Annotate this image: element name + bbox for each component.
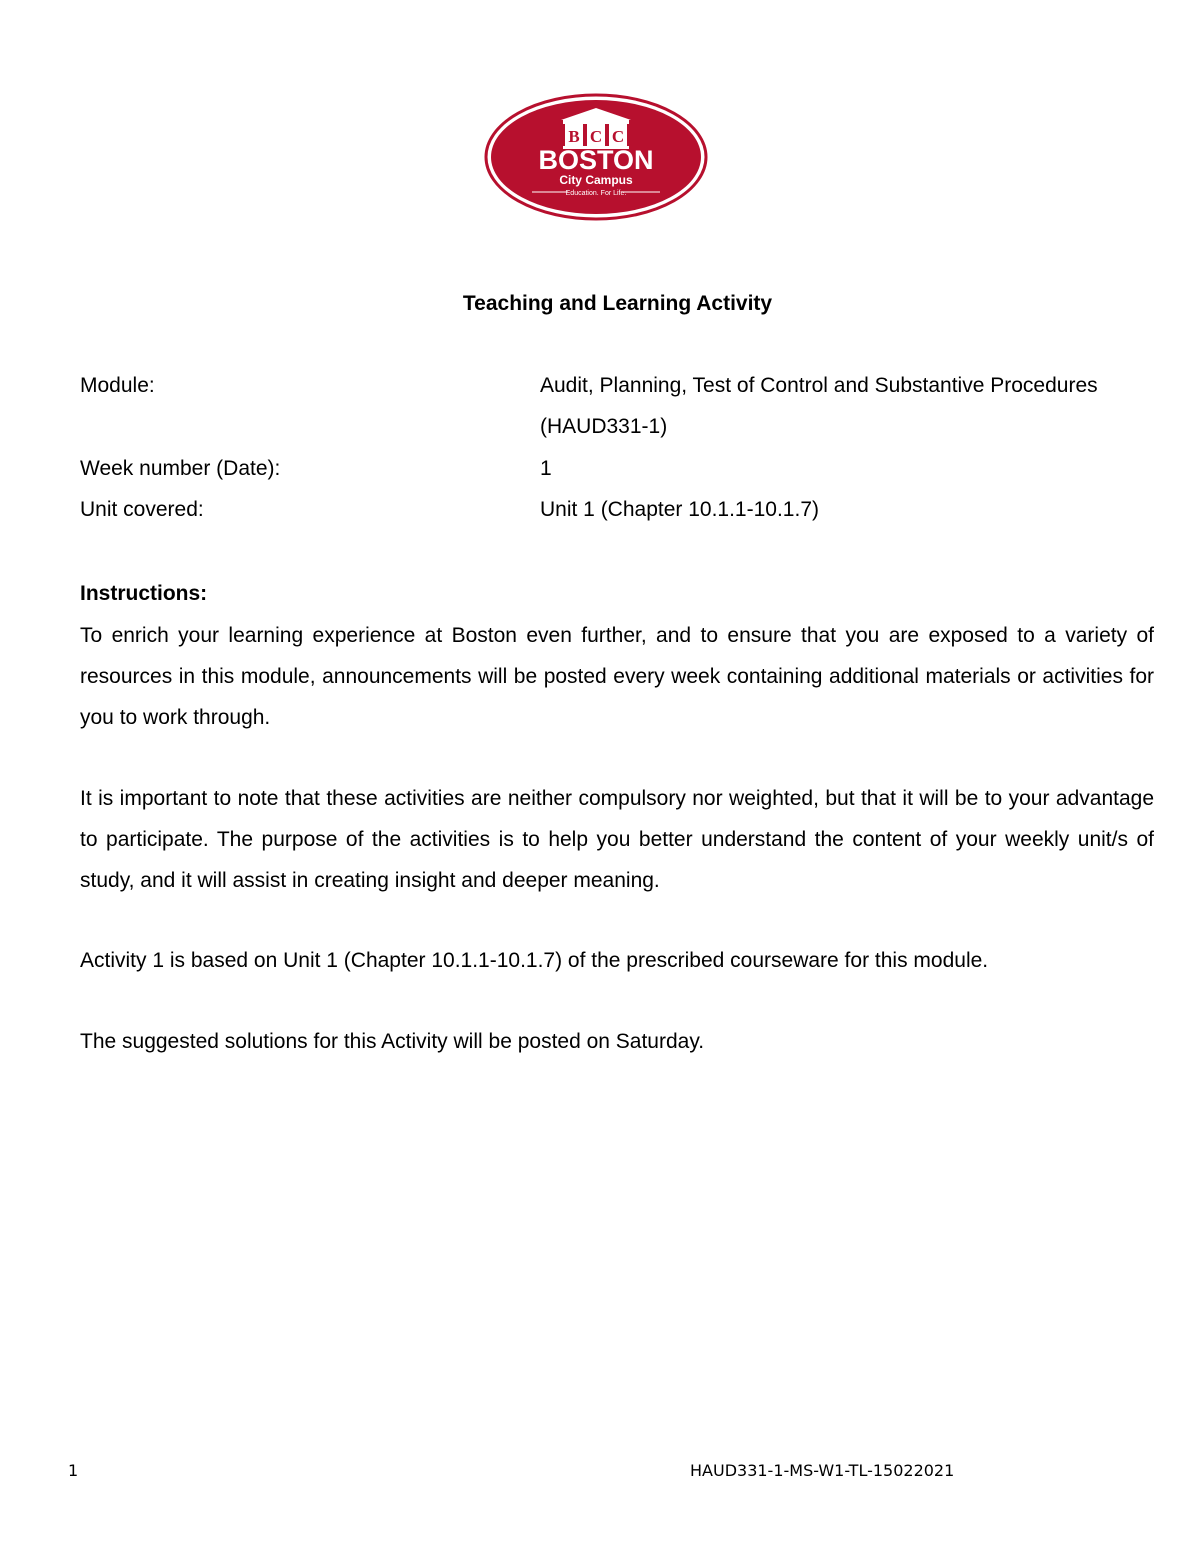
module-label: Module:	[80, 374, 155, 397]
footer-document-code: HAUD331-1-MS-W1-TL-15022021	[690, 1461, 955, 1480]
instructions-paragraph: Activity 1 is based on Unit 1 (Chapter 10.1.1-10.1.7) of the prescribed courseware for this module.	[80, 949, 989, 972]
svg-text:B: B	[568, 127, 580, 146]
instructions-paragraph: To enrich your learning experience at Boston even further, and to ensure that you are exposed to a variety of resources in this module, announcements will be posted every week containing additional materials or activities for you to work through.	[80, 624, 1154, 729]
document-title: Teaching and Learning Activity	[462, 292, 773, 315]
week-value: 1	[540, 457, 552, 480]
module-value: Audit, Planning, Test of Control and Substantive Procedures (HAUD331-1)	[540, 374, 1098, 438]
footer-page-number: 1	[68, 1461, 79, 1480]
svg-text:C: C	[611, 127, 625, 146]
unit-label: Unit covered:	[80, 498, 204, 521]
instructions-heading: Instructions:	[80, 582, 208, 605]
logo-subname-text: City Campus	[559, 173, 633, 187]
logo-tagline-text: Education. For Life.	[565, 190, 627, 197]
instructions-paragraph: The suggested solutions for this Activity will be posted on Saturday.	[80, 1030, 705, 1053]
unit-value: Unit 1 (Chapter 10.1.1-10.1.7)	[540, 498, 819, 521]
svg-text:C: C	[589, 127, 603, 146]
instructions-paragraph: It is important to note that these activities are neither compulsory nor weighted, but that it will be to your advantage to participate. The purpose of the activities is to help you better understand the content of your weekly unit/s of study, and it will assist in creating insight and deeper meaning.	[80, 787, 1154, 892]
logo-name-text: BOSTON	[538, 145, 654, 175]
boston-city-campus-logo	[484, 93, 708, 221]
week-label: Week number (Date):	[80, 457, 281, 480]
